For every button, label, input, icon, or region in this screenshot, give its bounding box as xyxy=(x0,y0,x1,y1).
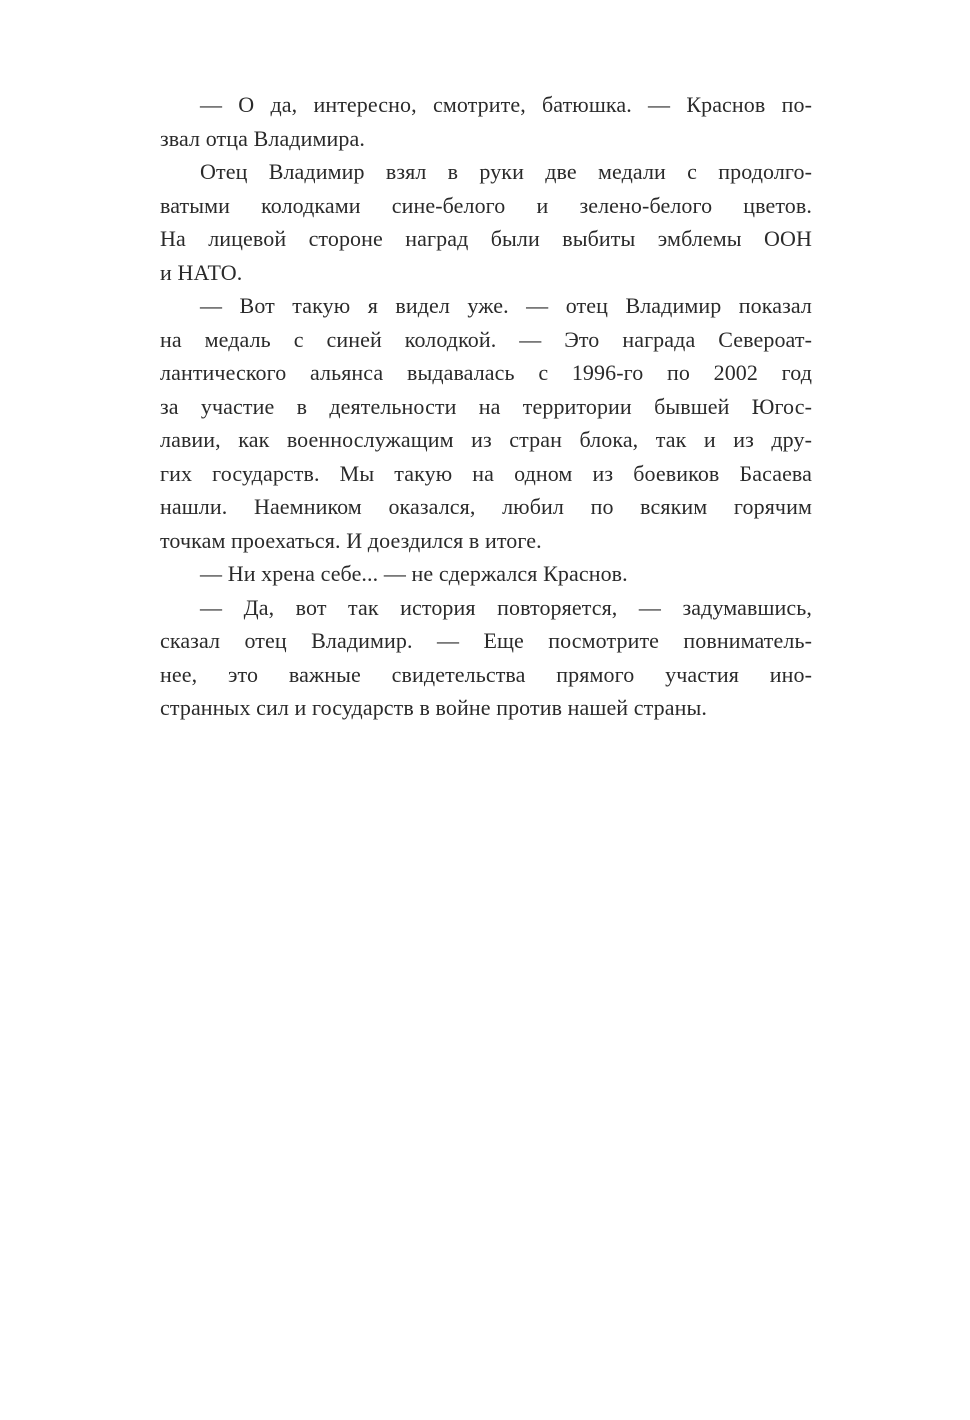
paragraph xyxy=(160,557,812,591)
paragraph xyxy=(160,155,812,289)
page-text xyxy=(160,88,812,725)
text-line: — О да, интересно, смотрите, батюшка. — Краснов по- xyxy=(200,92,812,117)
text-line: — Вот такую я видел уже. — отец Владимир показал xyxy=(200,293,812,318)
text-line: На лицевой стороне наград были выбиты эмблемы ООН xyxy=(160,226,812,251)
text-line: ватыми колодками сине-белого и зелено-белого цветов. xyxy=(160,192,812,218)
text-line: на медаль с синей колодкой. — Это награда Североат- xyxy=(160,326,812,352)
text-line: лантического альянса выдавалась с 1996-го по 2002 год xyxy=(160,360,812,385)
text-line: звал отца Владимира. xyxy=(160,125,365,151)
text-line: странных сил и государств в войне против нашей страны. xyxy=(160,695,707,720)
paragraph xyxy=(160,591,812,725)
text-line: — Ни хрена себе... — не сдержался Краснов. xyxy=(200,561,628,586)
text-line: и НАТО. xyxy=(160,259,243,285)
paragraph xyxy=(160,289,812,557)
text-line: лавии, как военнослужащим из стран блока, так и из дру- xyxy=(160,427,812,452)
text-line: сказал отец Владимир. — Еще посмотрите повниматель- xyxy=(160,628,812,653)
text-line: точкам проехаться. И доездился в итоге. xyxy=(160,527,542,553)
text-line: Отец Владимир взял в руки две медали с продолго- xyxy=(200,159,812,184)
text-line: за участие в деятельности на территории бывшей Югос- xyxy=(160,393,812,419)
text-line: гих государств. Мы такую на одном из боевиков Басаева xyxy=(160,460,812,486)
paragraph xyxy=(160,88,812,155)
text-line: нее, это важные свидетельства прямого участия ино- xyxy=(160,661,812,687)
text-line: — Да, вот так история повторяется, — задумавшись, xyxy=(200,594,812,620)
text-line: нашли. Наемником оказался, любил по всяким горячим xyxy=(160,494,812,519)
